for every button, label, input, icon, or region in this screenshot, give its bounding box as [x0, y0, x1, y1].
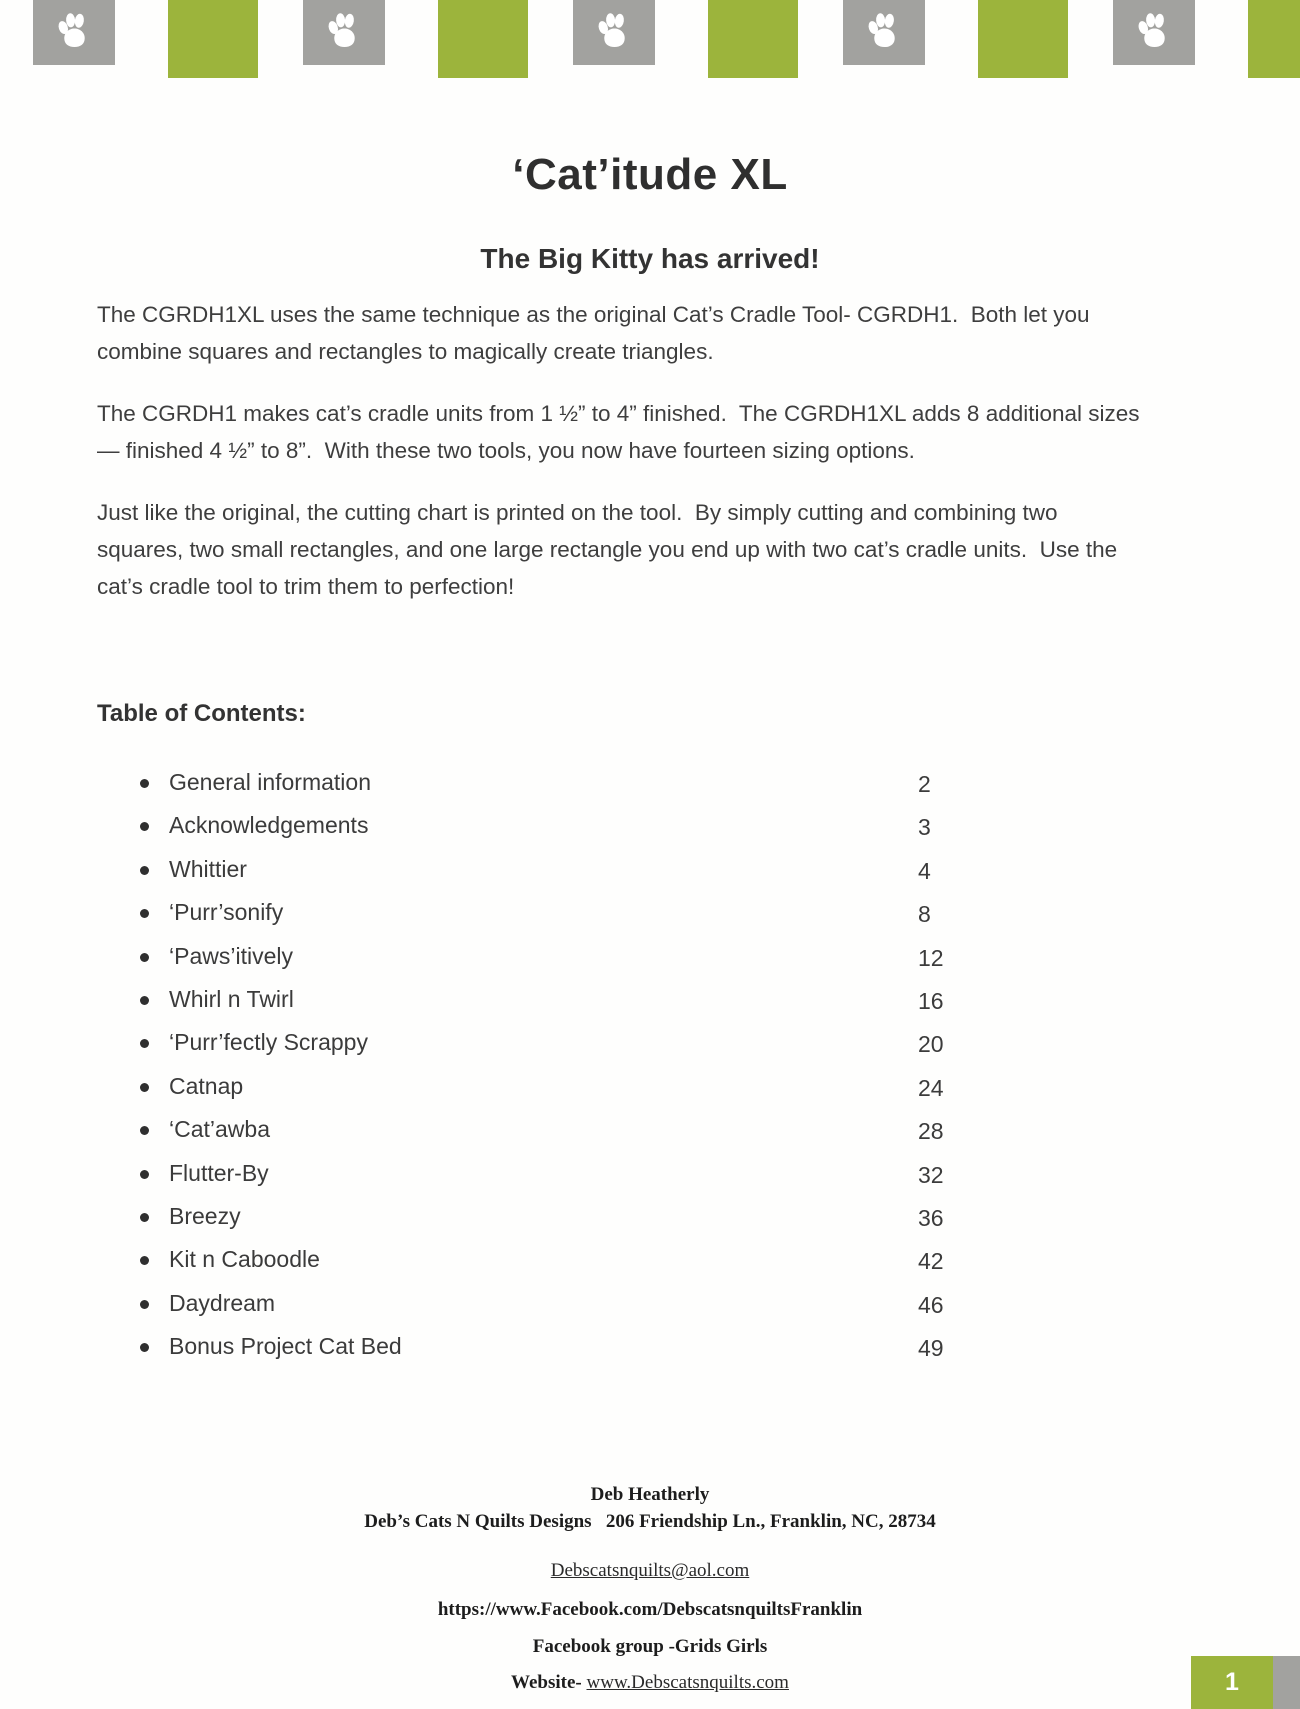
- banner-green-square: [168, 0, 258, 78]
- bullet-icon: [140, 779, 149, 788]
- toc-item-page: 2: [918, 771, 931, 797]
- email-link[interactable]: Debscatsnquilts@aol.com: [550, 1560, 750, 1581]
- banner-gray-square: [843, 0, 925, 65]
- toc-item-label: ‘Purr’fectly Scrappy: [169, 1029, 368, 1056]
- toc-item: [140, 1287, 980, 1330]
- toc-item-page: 24: [918, 1074, 944, 1101]
- toc-item: [140, 853, 980, 896]
- page-title: ‘Cat’itude XL: [512, 150, 788, 199]
- toc-item: [140, 1243, 980, 1286]
- page-subtitle: The Big Kitty has arrived!: [480, 243, 820, 274]
- toc-item-page: 20: [918, 1031, 944, 1058]
- banner-green-square: [708, 0, 798, 78]
- page-number-badge: 1: [1191, 1656, 1273, 1709]
- toc-item-label: Catnap: [169, 1072, 244, 1099]
- toc-item-label: Breezy: [169, 1202, 241, 1229]
- toc-item-page: 16: [918, 987, 944, 1014]
- toc-item: [140, 809, 980, 852]
- website-label: Website-: [511, 1672, 587, 1693]
- bullet-icon: [140, 996, 149, 1005]
- bullet-icon: [140, 1300, 149, 1309]
- toc-item-page: 46: [918, 1291, 944, 1318]
- bullet-icon: [140, 1213, 149, 1222]
- toc-item: [140, 1157, 980, 1200]
- bullet-icon: [140, 866, 149, 875]
- toc-item-label: Whittier: [169, 855, 247, 882]
- bullet-icon: [140, 1256, 149, 1265]
- intro-paragraphs: [97, 296, 1142, 630]
- intro-paragraph-3: Just like the original, the cutting chart is printed on the tool. By simply cutting and combining two squares, two small rectangles, and one large rectangle you end up with two cat’s cradle units. Use the cat’s cradle tool to trim them to perfection!: [97, 500, 1124, 599]
- paw-icon: [54, 12, 94, 49]
- bullet-icon: [140, 1170, 149, 1179]
- paw-banner: [0, 0, 1300, 90]
- toc-item-label: Flutter-By: [169, 1159, 269, 1186]
- paw-icon: [864, 12, 904, 49]
- banner-gray-square: [303, 0, 385, 65]
- toc-item-label: ‘Paws’itively: [169, 942, 293, 969]
- toc-item-page: 8: [918, 901, 931, 928]
- toc-item-label: ‘Purr’sonify: [169, 899, 284, 926]
- toc-item: [140, 1330, 980, 1373]
- toc-item: [140, 1070, 980, 1113]
- toc-item-page: 36: [918, 1204, 944, 1231]
- banner-green-square: [978, 0, 1068, 78]
- toc-item-label: Kit n Caboodle: [169, 1246, 320, 1273]
- bullet-icon: [140, 1126, 149, 1135]
- toc-item-label: General information: [169, 769, 371, 795]
- banner-green-square: [438, 0, 528, 78]
- bullet-icon: [140, 1343, 149, 1352]
- toc-item-page: 49: [918, 1335, 944, 1362]
- toc-item: [140, 1026, 980, 1069]
- banner-gray-square: [573, 0, 655, 65]
- bullet-icon: [140, 953, 149, 962]
- toc-item: [140, 896, 980, 939]
- website-link[interactable]: www.Debscatsnquilts.com: [586, 1672, 789, 1693]
- facebook-group: Facebook group -Grids Girls: [532, 1636, 768, 1657]
- intro-paragraph-1: The CGRDH1XL uses the same technique as the original Cat’s Cradle Tool- CGRDH1. Both let you combine squares and rectangles to magically create triangles.: [97, 302, 1096, 364]
- paw-icon: [324, 12, 364, 49]
- banner-gray-square: [1113, 0, 1195, 65]
- banner-gray-square: [33, 0, 115, 65]
- toc-item-label: Daydream: [169, 1289, 276, 1316]
- intro-paragraph-2: The CGRDH1 makes cat’s cradle units from 1 ½” to 4” finished. The CGRDH1XL adds 8 additional sizes— finished 4 ½” to 8”. With these two tools, you now have fourteen sizing options.: [97, 401, 1140, 463]
- toc-item-page: 32: [918, 1161, 944, 1188]
- bullet-icon: [140, 822, 149, 831]
- paw-icon: [594, 12, 634, 49]
- toc-heading: Table of Contents:: [97, 700, 306, 727]
- facebook-url: https://www.Facebook.com/DebscatsnquiltsFranklin: [437, 1599, 863, 1620]
- toc-item: [140, 766, 980, 809]
- footer-author: Deb Heatherly: [590, 1484, 710, 1505]
- toc-item-page: 28: [918, 1118, 944, 1145]
- paw-icon: [1134, 12, 1174, 49]
- toc-item-page: 12: [918, 944, 944, 971]
- toc-item-label: Whirl n Twirl: [169, 985, 294, 1012]
- toc-item-label: Acknowledgements: [169, 812, 369, 839]
- toc-item-label: ‘Cat’awba: [169, 1116, 270, 1143]
- banner-green-square: [1248, 0, 1300, 78]
- footer-company-address: Deb’s Cats N Quilts Designs 206 Friendship Ln., Franklin, NC, 28734: [364, 1511, 936, 1532]
- toc-item-page: 42: [918, 1248, 944, 1275]
- footer: [0, 1484, 1300, 1694]
- toc-item: [140, 983, 980, 1026]
- bullet-icon: [140, 1039, 149, 1048]
- toc-item: [140, 940, 980, 983]
- toc-item-page: 3: [918, 814, 931, 841]
- toc-item-page: 4: [918, 857, 931, 884]
- toc-item: [140, 1113, 980, 1156]
- toc-item: [140, 1200, 980, 1243]
- bullet-icon: [140, 1083, 149, 1092]
- bullet-icon: [140, 909, 149, 918]
- toc-item-label: Bonus Project Cat Bed: [169, 1333, 402, 1360]
- corner-gray-square: [1273, 1656, 1300, 1709]
- table-of-contents: [140, 766, 980, 1373]
